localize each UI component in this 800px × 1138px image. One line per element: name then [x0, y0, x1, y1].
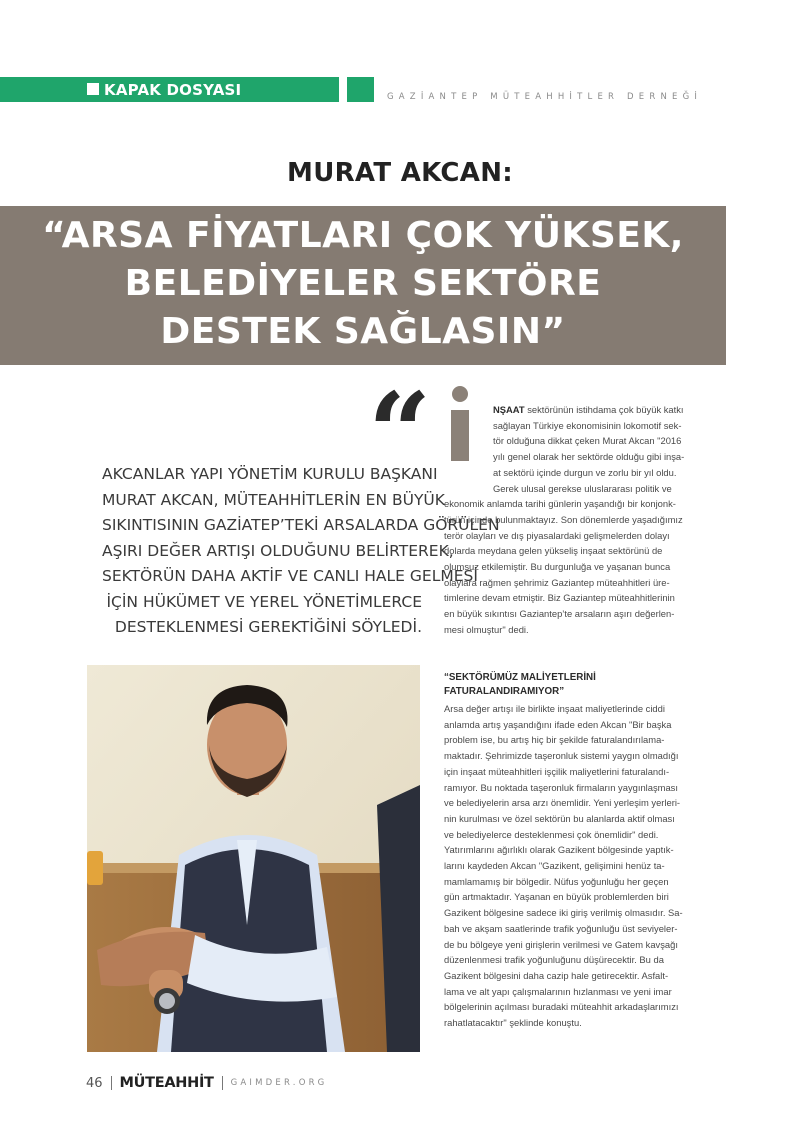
lead-rest: sektörünün istihdama çok büyük katkı: [524, 404, 684, 415]
headline-line: DESTEK SAĞLASIN”: [160, 311, 566, 352]
intro-line: DESTEKLENMESİ GEREKTİĞİNİ SÖYLEDİ.: [114, 618, 422, 636]
body-line: Gazikent bölgesine sadece iki giriş verilmiş olmasıdır. Sa-: [444, 907, 683, 919]
body-line: dolarda meydana gelen yükseliş inşaat sektörünü de: [444, 545, 663, 557]
body-line: sağlayan Türkiye ekonomisinin lokomotif sek-: [493, 419, 682, 431]
body-line: larını kaydeden Akcan "Gazikent, gelişimini henüz ta-: [444, 860, 665, 872]
subheading: [444, 671, 726, 699]
intro-line: MURAT AKCAN, MÜTEAHHİTLERİN EN BÜYÜK: [102, 490, 445, 509]
page-footer: [86, 1073, 327, 1093]
body-line: için inşaat müteahhitleri işçilik maliyetlerini faturalandı-: [444, 765, 670, 777]
body-line: mamlamamış bir bölgedir. Nüfus yoğunluğu her geçen: [444, 875, 669, 887]
body-line: bah ve akşam saatlerinde trafik yoğunluğu üst seviyeler-: [444, 922, 678, 934]
body-line: at sektörü içinde durgun ve zorlu bir yıl oldu.: [493, 466, 677, 478]
headline-line: “ARSA FİYATLARI ÇOK YÜKSEK,: [42, 215, 684, 256]
body-line: Arsa değer artışı ile birlikte inşaat maliyetlerinde ciddi: [444, 703, 665, 714]
body-text-part1: [444, 402, 726, 638]
body-line: terör olayları ve dış piyasalardaki gelişmelerden dolayı: [444, 529, 670, 541]
subheading-line: “SEKTÖRÜMÜZ MALİYETLERİNİ: [444, 672, 596, 683]
body-line: ramıyor. Bu noktada taşeronluk firmaların yaygınlaşması: [444, 781, 678, 793]
quotation-mark-icon: “: [368, 368, 432, 497]
body-line: Gazikent bölgesini daha cazip hale getirecektir. Asfalt-: [444, 969, 669, 981]
body-line: olumsuz etkilemiştir. Bu durgunluğa ve yaşanan bunca: [444, 561, 671, 573]
website-link[interactable]: GAIMDER.ORG: [230, 1078, 328, 1088]
body-line: anlamda artış yaşandığını ifade eden Akcan "Bir başka: [444, 718, 672, 730]
body-line: ve belediyelerin arsa arzı önemlidir. Yeni yerleşim yerleri-: [444, 797, 681, 809]
body-line: mesi olmuştur" dedi.: [444, 623, 529, 635]
intro-line: SIKINTISININ GAZİATEP’TEKİ ARSALARDA GÖRÜLEN: [102, 516, 500, 534]
body-line: en büyük sıkıntısı Gaziantep’te arsaların aşırı değerlen-: [444, 608, 675, 620]
portrait-photo: [87, 665, 420, 1052]
footer-divider: [111, 1076, 112, 1090]
body-line: gün artmaktadır. Yaşanan en büyük problemlerden biri: [444, 891, 669, 903]
header-accent-block: [347, 77, 374, 102]
lead-word: NŞAAT: [493, 404, 525, 415]
square-bullet-icon: [87, 83, 99, 95]
body-line: Gerek ulusal gerekse uluslararası politik ve: [493, 482, 672, 494]
body-line: Yatırımlarını ağırlıklı olarak Gazikent bölgesinde yaptık-: [444, 844, 674, 856]
body-line: olaylara rağmen şehrimiz Gaziantep müteahhitleri üre-: [444, 576, 670, 588]
speaker-name: MURAT AKCAN:: [287, 158, 513, 188]
body-line: de bu bölgeye yeni girişlerin verilmesi ve Gatem kavşağı: [444, 938, 678, 950]
intro-line: İÇİN HÜKÜMET VE YEREL YÖNETİMLERCE: [106, 592, 422, 611]
body-line: nin kurulması ve özel sektörün bu alanlarda aktif olması: [444, 812, 675, 824]
association-name: GAZİANTEP MÜTEAHHİTLER DERNEĞİ: [387, 92, 703, 102]
intro-line: AŞIRI DEĞER ARTIŞI OLDUĞUNU BELİRTEREK,: [102, 541, 454, 560]
body-line: bölgelerinin açılması buradaki müteahhit arkadaşlarımızı: [444, 1001, 679, 1013]
magazine-logo: MÜTEAHHİT: [119, 1075, 214, 1091]
footer-divider: [222, 1076, 223, 1090]
body-line: problem ise, bu artış hiç bir şekilde faturalandırılama-: [444, 734, 665, 746]
headline: [0, 212, 726, 356]
body-line: lama ve alt yapı çalışmalarının hızlanması ve yeni imar: [444, 985, 672, 997]
intro-line: SEKTÖRÜN DAHA AKTİF VE CANLI HALE GELMESİ: [102, 567, 478, 585]
subheading-line: FATURALANDIRAMIYOR”: [444, 686, 565, 697]
body-line: rahatlatacaktır" şeklinde konuştu.: [444, 1017, 582, 1029]
page-number: 46: [86, 1075, 103, 1091]
body-text-part2: [444, 701, 726, 1031]
body-line: ve belediyelerce desteklenmesi çok önemlidir" dedi.: [444, 828, 659, 840]
section-tag-label: KAPAK DOSYASI: [104, 81, 242, 99]
body-line: [444, 402, 726, 418]
body-line: yılı genel olarak her sektörde olduğu gibi inşa-: [493, 451, 685, 463]
body-line: ekonomik anlamda tarihi günlerin yaşandığı bir konjonk-: [444, 498, 676, 510]
body-line: türün içinde bulunmaktayız. Son dönemlerde yaşadığımız: [444, 513, 683, 525]
headline-line: BELEDİYELER SEKTÖRE: [124, 263, 602, 304]
intro-line: AKCANLAR YAPI YÖNETİM KURULU BAŞKANI: [102, 465, 438, 483]
body-line: düzenlenmesi trafik yoğunluğunu düşürecektir. Bu da: [444, 954, 664, 966]
body-line: timlerine devam etmiştir. Biz Gaziantep müteahhitlerinin: [444, 592, 675, 604]
body-line: tör olduğuna dikkat çeken Murat Akcan "2016: [493, 435, 682, 447]
body-line: maktadır. Şehrimizde taşeronluk sistemi yaygın olmadığı: [444, 750, 679, 762]
